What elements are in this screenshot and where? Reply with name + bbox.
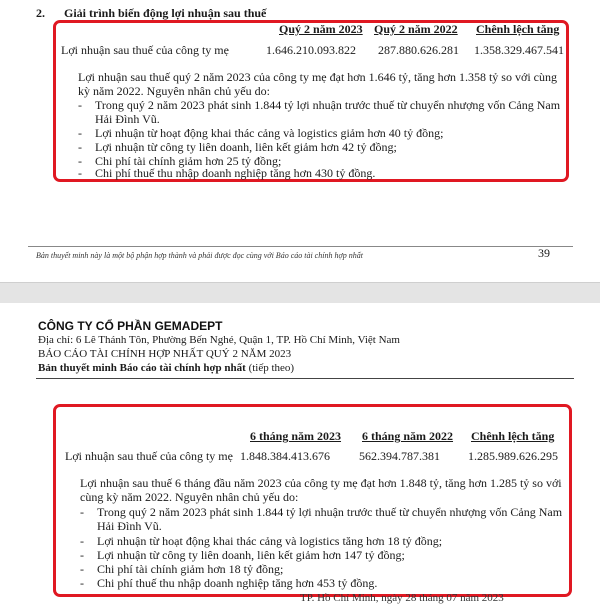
value-difference: 1.358.329.467.541 xyxy=(474,43,564,57)
paragraph-line: Lợi nhuận sau thuế quý 2 năm 2023 của công ty mẹ đạt hơn 1.646 tỷ, tăng hơn 1.358 tỷ so với cùng xyxy=(78,70,557,84)
value-q2-2023: 1.646.210.093.822 xyxy=(266,43,356,57)
bullet-dash: - xyxy=(80,548,84,562)
company-name: CÔNG TY CỔ PHẦN GEMADEPT xyxy=(38,319,223,333)
signature-date-line: TP. Hồ Chí Minh, ngày 28 tháng 07 năm 2023 xyxy=(300,592,504,604)
bullet-item: Chi phí tài chính giảm hơn 25 tỷ đồng; xyxy=(95,154,282,168)
document-page-bottom xyxy=(0,303,600,604)
paragraph-line: cùng kỳ năm 2022. Nguyên nhân chủ yếu do: xyxy=(80,490,299,504)
column-header-difference: Chênh lệch tăng xyxy=(476,22,560,36)
bullet-item: Chi phí thuế thu nhập doanh nghiệp tăng hơn 453 tỷ đồng. xyxy=(97,576,378,590)
bullet-dash: - xyxy=(80,534,84,548)
bullet-dash: - xyxy=(80,505,84,519)
bullet-item: Lợi nhuận từ hoạt động khai thác cảng và logistics tăng hơn 18 tỷ đồng; xyxy=(97,534,443,548)
bullet-item: Chi phí thuế thu nhập doanh nghiệp tăng hơn 430 tỷ đồng. xyxy=(95,166,376,180)
report-subtitle-rest: (tiếp theo) xyxy=(245,362,295,374)
bullet-item: Chi phí tài chính giảm hơn 18 tỷ đồng; xyxy=(97,562,284,576)
bullet-dash: - xyxy=(80,576,84,590)
column-header-difference: Chênh lệch tăng xyxy=(471,429,555,443)
section-title: Giải trình biến động lợi nhuận sau thuế xyxy=(64,6,267,20)
report-subtitle-bold: Bản thuyết minh Báo cáo tài chính hợp nhất xyxy=(38,362,246,374)
bullet-dash: - xyxy=(80,562,84,576)
report-title: BÁO CÁO TÀI CHÍNH HỢP NHẤT QUÝ 2 NĂM 2023 xyxy=(38,348,292,360)
value-q2-2022: 287.880.626.281 xyxy=(378,43,459,57)
company-address: Địa chỉ: 6 Lê Thánh Tôn, Phường Bến Nghé, Quận 1, TP. Hồ Chí Minh, Việt Nam xyxy=(38,334,400,346)
bullet-item: Lợi nhuận từ công ty liên doanh, liên kết giảm hơn 42 tỷ đồng; xyxy=(95,140,397,154)
header-rule xyxy=(36,378,574,379)
footer-rule xyxy=(28,246,573,247)
paragraph-line: Lợi nhuận sau thuế 6 tháng đầu năm 2023 của công ty mẹ đạt hơn 1.848 tỷ, tăng hơn 1.285 tỷ so với xyxy=(80,476,562,490)
value-difference: 1.285.989.626.295 xyxy=(468,449,558,463)
report-subtitle xyxy=(38,362,294,374)
column-header-q2-2022: Quý 2 năm 2022 xyxy=(374,22,458,36)
bullet-dash: - xyxy=(78,140,82,154)
bullet-item: Lợi nhuận từ hoạt động khai thác cảng và logistics giảm hơn 40 tỷ đồng; xyxy=(95,126,444,140)
bullet-dash: - xyxy=(78,126,82,140)
column-header-q2-2023: Quý 2 năm 2023 xyxy=(279,22,363,36)
paragraph-line: kỳ năm 2022. Nguyên nhân chủ yếu do: xyxy=(78,84,270,98)
section-number: 2. xyxy=(36,6,45,20)
bullet-item: Trong quý 2 năm 2023 phát sinh 1.844 tỷ lợi nhuận trước thuế từ chuyển nhượng vốn Cảng Nam xyxy=(97,505,563,519)
bullet-item: Lợi nhuận từ công ty liên doanh, liên kết giảm hơn 147 tỷ đồng; xyxy=(97,548,405,562)
table-row-label: Lợi nhuận sau thuế của công ty mẹ xyxy=(61,43,229,57)
column-header-6m-2023: 6 tháng năm 2023 xyxy=(250,429,342,443)
value-6m-2022: 562.394.787.381 xyxy=(359,449,440,463)
column-header-6m-2022: 6 tháng năm 2022 xyxy=(362,429,454,443)
bullet-item: Hải Đình Vũ. xyxy=(97,519,162,533)
bullet-dash: - xyxy=(78,98,82,112)
bullet-dash: - xyxy=(78,154,82,168)
document-page-top xyxy=(0,0,600,282)
page-separator xyxy=(0,282,600,304)
bullet-item: Hải Đình Vũ. xyxy=(95,112,160,126)
table-row-label: Lợi nhuận sau thuế của công ty mẹ xyxy=(65,449,233,463)
bullet-item: Trong quý 2 năm 2023 phát sinh 1.844 tỷ lợi nhuận trước thuế từ chuyển nhượng vốn Cảng Nam xyxy=(95,98,561,112)
value-6m-2023: 1.848.384.413.676 xyxy=(240,449,330,463)
footer-text: Bản thuyết minh này là một bộ phận hợp thành và phải được đọc cùng với Báo cáo tài chính hợp nhất xyxy=(36,251,363,260)
bullet-dash: - xyxy=(78,166,82,180)
page-number: 39 xyxy=(538,246,550,260)
